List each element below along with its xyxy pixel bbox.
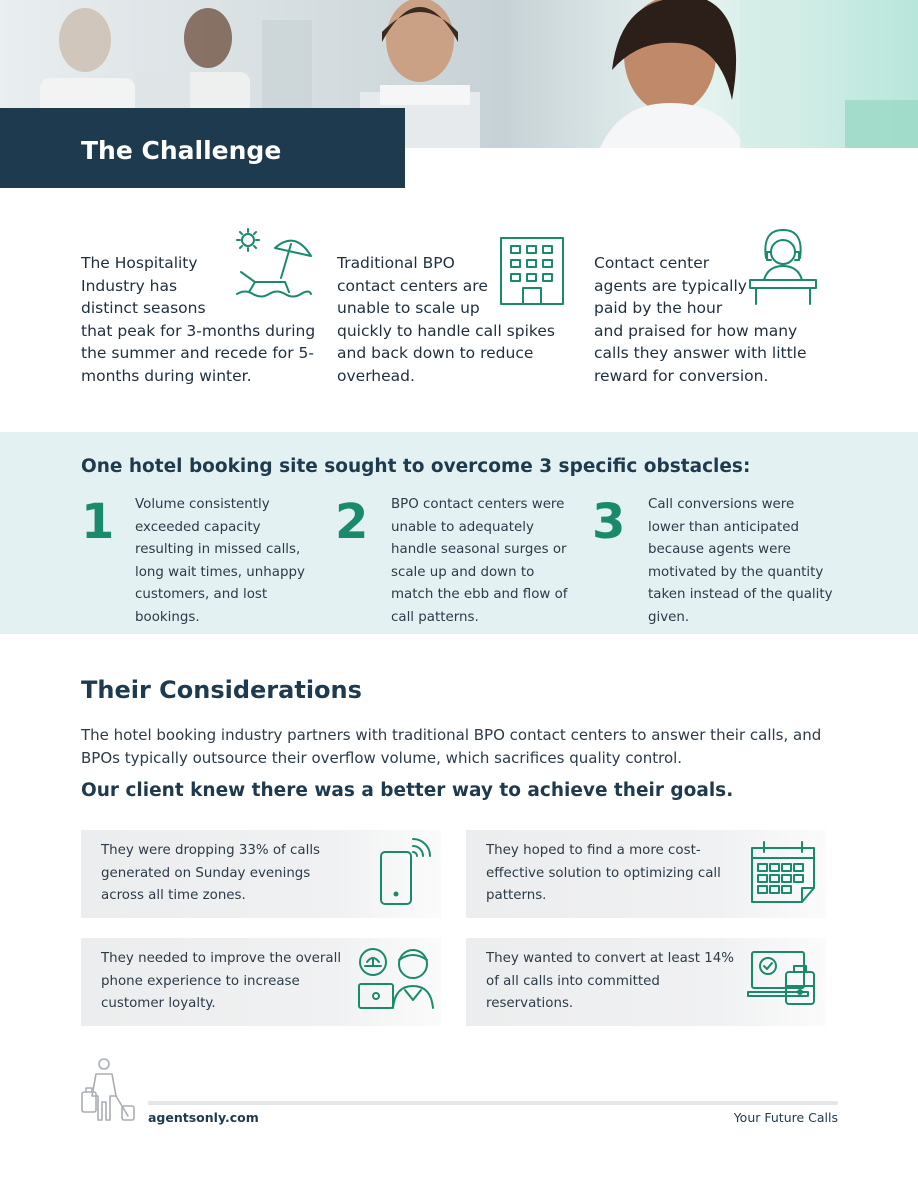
considerations-subheading: Our client knew there was a better way to achieve their goals. bbox=[81, 780, 734, 801]
footer-divider bbox=[148, 1101, 838, 1105]
page-title: The Challenge bbox=[81, 136, 282, 165]
obstacle-number-1: 1 bbox=[81, 494, 115, 550]
consideration-card-1 bbox=[81, 830, 441, 918]
challenge-column-2 bbox=[337, 252, 572, 388]
laptop-luggage-icon bbox=[746, 948, 818, 1012]
considerations-paragraph: The hotel booking industry partners with traditional BPO contact centers to answer their calls, and BPOs typically outsource their overflow volume, which sacrifices quality control. bbox=[81, 726, 822, 767]
footer-tagline: Your Future Calls bbox=[733, 1110, 838, 1125]
considerations-title: Their Considerations bbox=[81, 676, 362, 704]
beach-umbrella-icon bbox=[235, 228, 313, 307]
challenge-column-3 bbox=[594, 252, 829, 388]
consideration-card-2 bbox=[466, 830, 826, 918]
office-building-icon bbox=[499, 236, 565, 313]
challenge-text-1: The Hospitality Industry has distinct seasons that peak for 3-months during the summer and recede for 5-months during winter. bbox=[81, 254, 316, 385]
consideration-text-2: They hoped to find a more cost-effective solution to optimizing call patterns. bbox=[486, 843, 721, 903]
challenge-text-2: Traditional BPO contact centers are unable to scale up quickly to handle call spikes and back down to reduce overhead. bbox=[337, 254, 555, 385]
call-agent-desk-icon bbox=[748, 228, 818, 313]
obstacles-section bbox=[0, 432, 918, 634]
consideration-text-4: They wanted to convert at least 14% of all calls into committed reservations. bbox=[486, 951, 735, 1011]
consideration-card-4 bbox=[466, 938, 826, 1026]
consideration-card-3 bbox=[81, 938, 441, 1026]
mobile-phone-icon bbox=[379, 836, 431, 912]
footer-site[interactable]: agentsonly.com bbox=[148, 1110, 259, 1125]
obstacles-heading: One hotel booking site sought to overcome 3 specific obstacles: bbox=[81, 456, 751, 477]
obstacle-text-1: Volume consistently exceeded capacity resulting in missed calls, long wait times, unhappy customers, and lost bookings. bbox=[135, 497, 305, 625]
obstacle-number-3: 3 bbox=[592, 494, 626, 550]
calendar-icon bbox=[750, 838, 818, 908]
challenge-text-3: Contact center agents are typically paid by the hour and praised for how many calls they answer with little reward for conversion. bbox=[594, 254, 807, 385]
obstacle-text-2: BPO contact centers were unable to adequately handle seasonal surges or scale up and down to match the ebb and flow of call patterns. bbox=[391, 497, 568, 625]
consideration-text-3: They needed to improve the overall phone experience to increase customer loyalty. bbox=[101, 951, 342, 1011]
obstacle-text-3: Call conversions were lower than anticipated because agents were motivated by the quantity taken instead of the quality given. bbox=[648, 497, 833, 625]
customer-laptop-icon bbox=[357, 946, 437, 1016]
traveler-luggage-icon bbox=[80, 1058, 138, 1126]
title-banner bbox=[0, 108, 405, 188]
challenge-column-1 bbox=[81, 252, 316, 388]
obstacle-number-2: 2 bbox=[335, 494, 369, 550]
consideration-text-1: They were dropping 33% of calls generated on Sunday evenings across all time zones. bbox=[101, 843, 321, 903]
